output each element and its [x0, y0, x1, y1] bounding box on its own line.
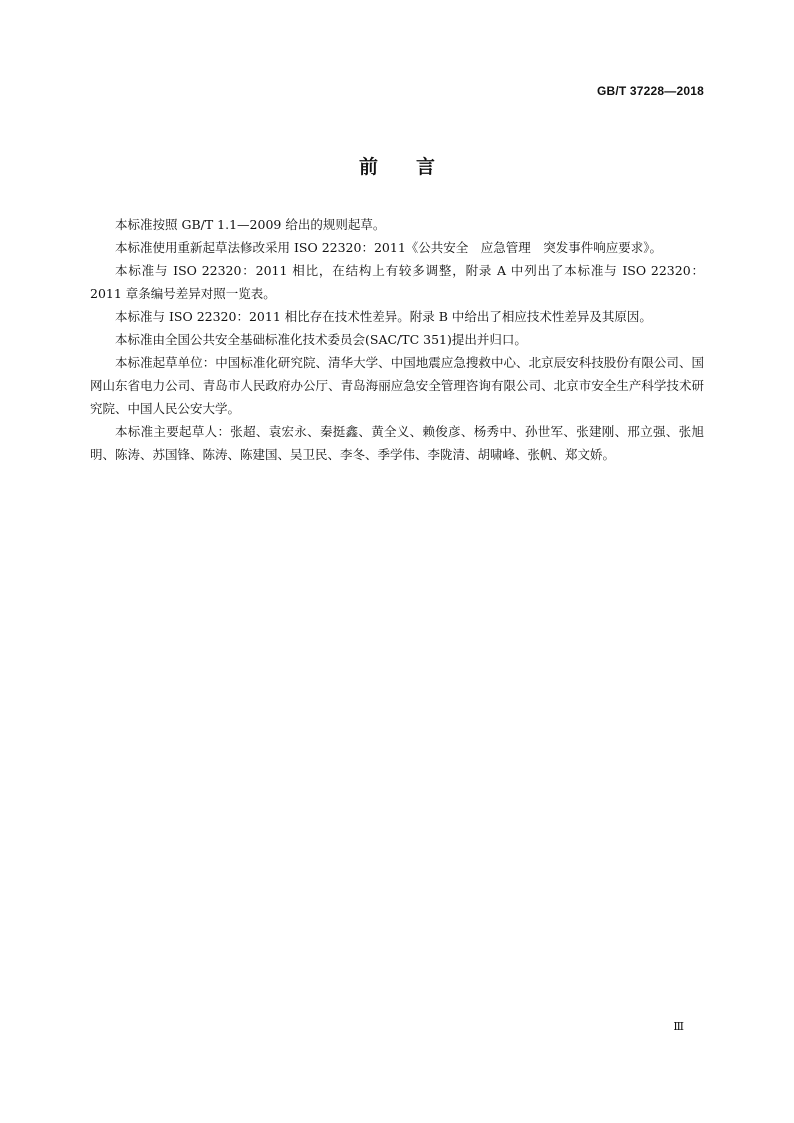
foreword-body	[90, 213, 704, 466]
page-title	[0, 152, 794, 179]
paragraph-drafters: 本标准主要起草人：张超、袁宏永、秦挺鑫、黄全义、赖俊彦、杨秀中、孙世军、张建刚、邢立强、张旭明、陈涛、苏国锋、陈涛、陈建国、吴卫民、李冬、季学伟、李陇清、胡啸峰、张帆、郑文娇。	[90, 424, 704, 462]
standard-code-header: GB/T 37228—2018	[596, 84, 704, 98]
paragraph-drafting-rules: 本标准按照 GB/T 1.1—2009 给出的规则起草。	[115, 217, 386, 232]
paragraph-proposing-committee: 本标准由全国公共安全基础标准化技术委员会(SAC/TC 351)提出并归口。	[115, 332, 527, 347]
paragraph-technical-differences: 本标准与 ISO 22320：2011 相比存在技术性差异。附录 B 中给出了相应技术性差异及其原因。	[115, 309, 652, 324]
title-char-2: 言	[416, 156, 436, 178]
page-number: Ⅲ	[673, 1020, 684, 1033]
paragraph-structure-changes: 本标准与 ISO 22320：2011 相比，在结构上有较多调整，附录 A 中列出了本标准与 ISO 22320：2011 章条编号差异对照一览表。	[90, 263, 704, 301]
paragraph-drafting-units: 本标准起草单位：中国标准化研究院、清华大学、中国地震应急搜救中心、北京辰安科技股份有限公司、国网山东省电力公司、青岛市人民政府办公厅、青岛海丽应急安全管理咨询有限公司、北京市安全生产科学技术研究院、中国人民公安大学。	[90, 355, 704, 416]
paragraph-adoption-method: 本标准使用重新起草法修改采用 ISO 22320：2011《公共安全 应急管理 突发事件响应要求》。	[115, 240, 663, 255]
title-char-1: 前	[358, 156, 378, 178]
